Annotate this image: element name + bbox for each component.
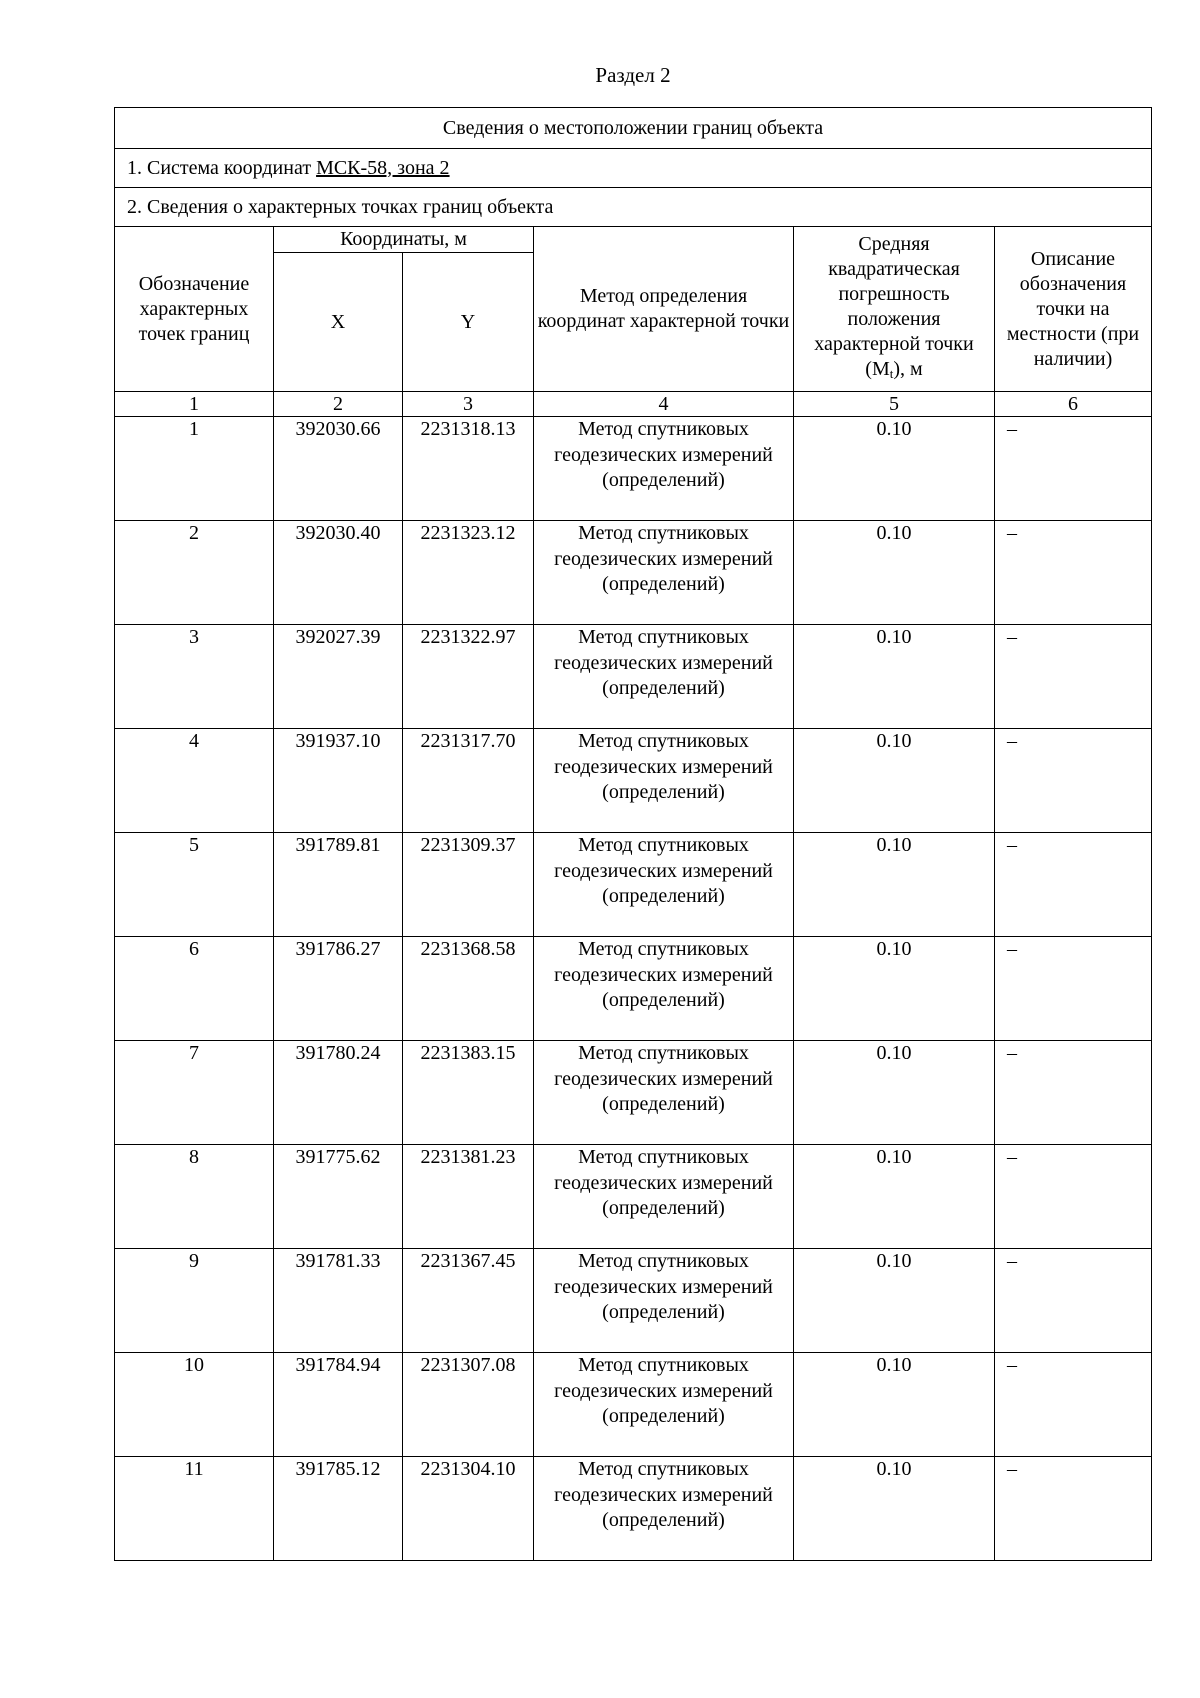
header-row: [115, 227, 1152, 253]
y-coordinate-cell: 2231307.08: [403, 1353, 534, 1457]
description-cell: –: [995, 833, 1152, 937]
description-cell: –: [995, 1041, 1152, 1145]
point-number-cell: 6: [115, 937, 274, 1041]
header-point-designation: Обозначение характерных точек границ: [115, 227, 274, 392]
x-coordinate-cell: 391775.62: [274, 1145, 403, 1249]
x-coordinate-cell: 391784.94: [274, 1353, 403, 1457]
accuracy-cell: 0.10: [794, 521, 995, 625]
accuracy-cell: 0.10: [794, 1145, 995, 1249]
column-number: 3: [403, 392, 534, 417]
method-cell: Метод спутниковых геодезических измерений (определений): [534, 729, 794, 833]
table-row: [115, 1457, 1152, 1561]
column-number: 5: [794, 392, 995, 417]
header-coordinates: Координаты, м: [274, 227, 534, 253]
accuracy-cell: 0.10: [794, 833, 995, 937]
column-number: 2: [274, 392, 403, 417]
column-number: 6: [995, 392, 1152, 417]
table-row: [115, 417, 1152, 521]
section-header-row: [115, 108, 1152, 149]
table-row: [115, 521, 1152, 625]
description-cell: –: [995, 625, 1152, 729]
description-cell: –: [995, 1145, 1152, 1249]
point-number-cell: 1: [115, 417, 274, 521]
description-cell: –: [995, 521, 1152, 625]
description-cell: –: [995, 729, 1152, 833]
header-x: X: [274, 253, 403, 392]
y-coordinate-cell: 2231381.23: [403, 1145, 534, 1249]
x-coordinate-cell: 391789.81: [274, 833, 403, 937]
column-number: 1: [115, 392, 274, 417]
accuracy-cell: 0.10: [794, 1353, 995, 1457]
description-cell: –: [995, 417, 1152, 521]
table-row: [115, 937, 1152, 1041]
method-cell: Метод спутниковых геодезических измерений (определений): [534, 417, 794, 521]
point-number-cell: 7: [115, 1041, 274, 1145]
point-number-cell: 4: [115, 729, 274, 833]
point-number-cell: 3: [115, 625, 274, 729]
method-cell: Метод спутниковых геодезических измерений (определений): [534, 1353, 794, 1457]
method-cell: Метод спутниковых геодезических измерений (определений): [534, 1249, 794, 1353]
point-number-cell: 10: [115, 1353, 274, 1457]
point-number-cell: 8: [115, 1145, 274, 1249]
header-accuracy-unit: ), м: [893, 358, 923, 380]
description-cell: –: [995, 1249, 1152, 1353]
x-coordinate-cell: 391780.24: [274, 1041, 403, 1145]
x-coordinate-cell: 392027.39: [274, 625, 403, 729]
point-number-cell: 5: [115, 833, 274, 937]
coordinate-system-cell: [115, 149, 1152, 188]
header-y: Y: [403, 253, 534, 392]
method-cell: Метод спутниковых геодезических измерений (определений): [534, 1145, 794, 1249]
y-coordinate-cell: 2231318.13: [403, 417, 534, 521]
y-coordinate-cell: 2231309.37: [403, 833, 534, 937]
x-coordinate-cell: 391937.10: [274, 729, 403, 833]
coordinate-system-label: 1. Система координат: [127, 156, 317, 179]
table-row: [115, 625, 1152, 729]
table-row: [115, 1145, 1152, 1249]
method-cell: Метод спутниковых геодезических измерений (определений): [534, 937, 794, 1041]
accuracy-cell: 0.10: [794, 937, 995, 1041]
description-cell: –: [995, 1457, 1152, 1561]
boundary-points-table: [114, 107, 1152, 1561]
accuracy-cell: 0.10: [794, 729, 995, 833]
accuracy-cell: 0.10: [794, 1041, 995, 1145]
y-coordinate-cell: 2231367.45: [403, 1249, 534, 1353]
method-cell: Метод спутниковых геодезических измерений (определений): [534, 625, 794, 729]
point-number-cell: 11: [115, 1457, 274, 1561]
x-coordinate-cell: 392030.40: [274, 521, 403, 625]
accuracy-cell: 0.10: [794, 1249, 995, 1353]
y-coordinate-cell: 2231368.58: [403, 937, 534, 1041]
accuracy-cell: 0.10: [794, 417, 995, 521]
y-coordinate-cell: 2231383.15: [403, 1041, 534, 1145]
point-number-cell: 9: [115, 1249, 274, 1353]
section-header: Сведения о местоположении границ объекта: [115, 108, 1152, 149]
points-section-title: 2. Сведения о характерных точках границ объекта: [115, 188, 1152, 227]
page-title: Раздел 2: [595, 63, 671, 87]
x-coordinate-cell: 391785.12: [274, 1457, 403, 1561]
header-accuracy-text: Средняя квадратическая погрешность положения характерной точки (M: [814, 233, 974, 380]
x-coordinate-cell: 392030.66: [274, 417, 403, 521]
accuracy-cell: 0.10: [794, 625, 995, 729]
y-coordinate-cell: 2231323.12: [403, 521, 534, 625]
accuracy-cell: 0.10: [794, 1457, 995, 1561]
table-row: [115, 729, 1152, 833]
y-coordinate-cell: 2231304.10: [403, 1457, 534, 1561]
header-description: Описание обозначения точки на местности (при наличии): [995, 227, 1152, 392]
coordinate-system-value: МСК-58, зона 2: [316, 156, 450, 179]
x-coordinate-cell: 391781.33: [274, 1249, 403, 1353]
coordinate-system-row: [115, 149, 1152, 188]
table-row: [115, 1041, 1152, 1145]
point-number-cell: 2: [115, 521, 274, 625]
description-cell: –: [995, 1353, 1152, 1457]
method-cell: Метод спутниковых геодезических измерений (определений): [534, 521, 794, 625]
method-cell: Метод спутниковых геодезических измерений (определений): [534, 1041, 794, 1145]
header-method: Метод определения координат характерной точки: [534, 227, 794, 392]
table-row: [115, 1353, 1152, 1457]
column-number: 4: [534, 392, 794, 417]
y-coordinate-cell: 2231317.70: [403, 729, 534, 833]
description-cell: –: [995, 937, 1152, 1041]
column-number-row: [115, 392, 1152, 417]
table-row: [115, 1249, 1152, 1353]
header-accuracy-subscript: t: [889, 366, 894, 381]
x-coordinate-cell: 391786.27: [274, 937, 403, 1041]
method-cell: Метод спутниковых геодезических измерений (определений): [534, 833, 794, 937]
table-row: [115, 833, 1152, 937]
points-section-row: [115, 188, 1152, 227]
method-cell: Метод спутниковых геодезических измерений (определений): [534, 1457, 794, 1561]
y-coordinate-cell: 2231322.97: [403, 625, 534, 729]
header-accuracy: [794, 227, 995, 392]
